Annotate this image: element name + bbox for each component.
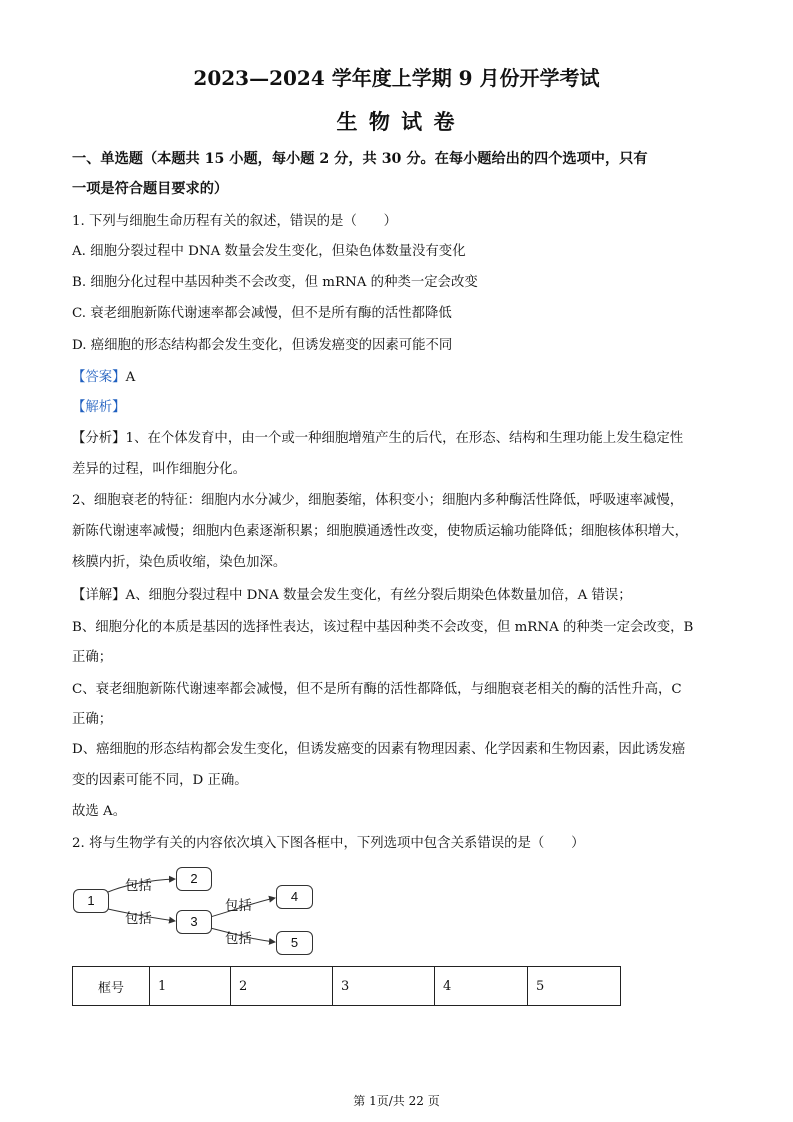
diagram-box-1: 1 xyxy=(73,889,109,913)
detail-line-c1: C、衰老细胞新陈代谢速率都会减慢，但不是所有酶的活性都降低，与细胞衰老相关的酶的活性升高，C xyxy=(72,682,682,697)
q2-stem: 2. 将与生物学有关的内容依次填入下图各框中，下列选项中包含关系错误的是（ ） xyxy=(72,836,585,851)
section-heading-line1: 一、单选题（本题共 15 小题，每小题 2 分，共 30 分。在每小题给出的四个选项中，只有 xyxy=(72,151,648,167)
q1-option-a: A. 细胞分裂过程中 DNA 数量会发生变化，但染色体数量没有变化 xyxy=(72,244,466,259)
table-cell: 3 xyxy=(333,967,435,1006)
section-heading-line2: 一项是符合题目要求的） xyxy=(72,181,229,197)
relation-label-3: 包括 xyxy=(225,899,252,914)
answer-value: A xyxy=(125,370,136,385)
table-cell: 1 xyxy=(150,967,231,1006)
analysis-line-3: 2、细胞衰老的特征：细胞内水分减少，细胞萎缩，体积变小；细胞内多种酶活性降低，呼吸速率减慢， xyxy=(72,493,684,508)
table-cell: 4 xyxy=(435,967,528,1006)
relation-label-4: 包括 xyxy=(225,932,252,947)
diagram-box-2: 2 xyxy=(176,867,212,891)
table-cell: 5 xyxy=(528,967,621,1006)
q1-option-c: C. 衰老细胞新陈代谢速率都会减慢，但不是所有酶的活性都降低 xyxy=(72,306,452,321)
analysis-tag: 【解析】 xyxy=(72,400,126,415)
detail-line-d2: 变的因素可能不同，D 正确。 xyxy=(72,773,248,788)
detail-line-c2: 正确； xyxy=(72,712,113,727)
detail-line-b1: B、细胞分化的本质是基因的选择性表达，该过程中基因种类不会改变，但 mRNA 的种类一定会改变，B xyxy=(72,620,694,635)
detail-line-b2: 正确； xyxy=(72,650,113,665)
q1-option-b: B. 细胞分化过程中基因种类不会改变，但 mRNA 的种类一定会改变 xyxy=(72,275,478,290)
analysis-line-4: 新陈代谢速率减慢；细胞内色素逐渐积累；细胞膜通透性改变，使物质运输功能降低；细胞核体积增大， xyxy=(72,524,688,539)
page-footer: 第 1页/共 22 页 xyxy=(353,1094,440,1108)
diagram-box-3: 3 xyxy=(176,910,212,934)
analysis-line-5: 核膜内折，染色质收缩，染色加深。 xyxy=(72,555,287,570)
table-cell: 框号 xyxy=(73,967,150,1006)
table-row xyxy=(73,967,621,1006)
answer-tag: 【答案】 xyxy=(72,370,126,385)
detail-line-d1: D、癌细胞的形态结构都会发生变化，但诱发癌变的因素有物理因素、化学因素和生物因素，因此诱发癌 xyxy=(72,742,686,757)
relation-label-1: 包括 xyxy=(125,879,152,894)
diagram-box-4: 4 xyxy=(276,885,313,909)
analysis-line-1: 【分析】1、在个体发育中，由一个或一种细胞增殖产生的后代，在形态、结构和生理功能上发生稳定性 xyxy=(72,431,684,446)
detail-line-a: 【详解】A、细胞分裂过程中 DNA 数量会发生变化，有丝分裂后期染色体数量加倍，A 错误； xyxy=(72,588,632,603)
analysis-line-2: 差异的过程，叫作细胞分化。 xyxy=(72,462,247,477)
page-subtitle: 生 物 试 卷 xyxy=(336,109,457,134)
q1-option-d: D. 癌细胞的形态结构都会发生变化，但诱发癌变的因素可能不同 xyxy=(72,338,453,353)
frame-number-table xyxy=(72,966,621,1006)
relation-label-2: 包括 xyxy=(125,912,152,927)
conclusion-line: 故选 A。 xyxy=(72,804,127,819)
diagram-box-5: 5 xyxy=(276,931,313,955)
table-cell: 2 xyxy=(231,967,333,1006)
q1-stem: 1. 下列与细胞生命历程有关的叙述，错误的是（ ） xyxy=(72,214,398,229)
page-title: 2023—2024 学年度上学期 9 月份开学考试 xyxy=(193,66,600,90)
